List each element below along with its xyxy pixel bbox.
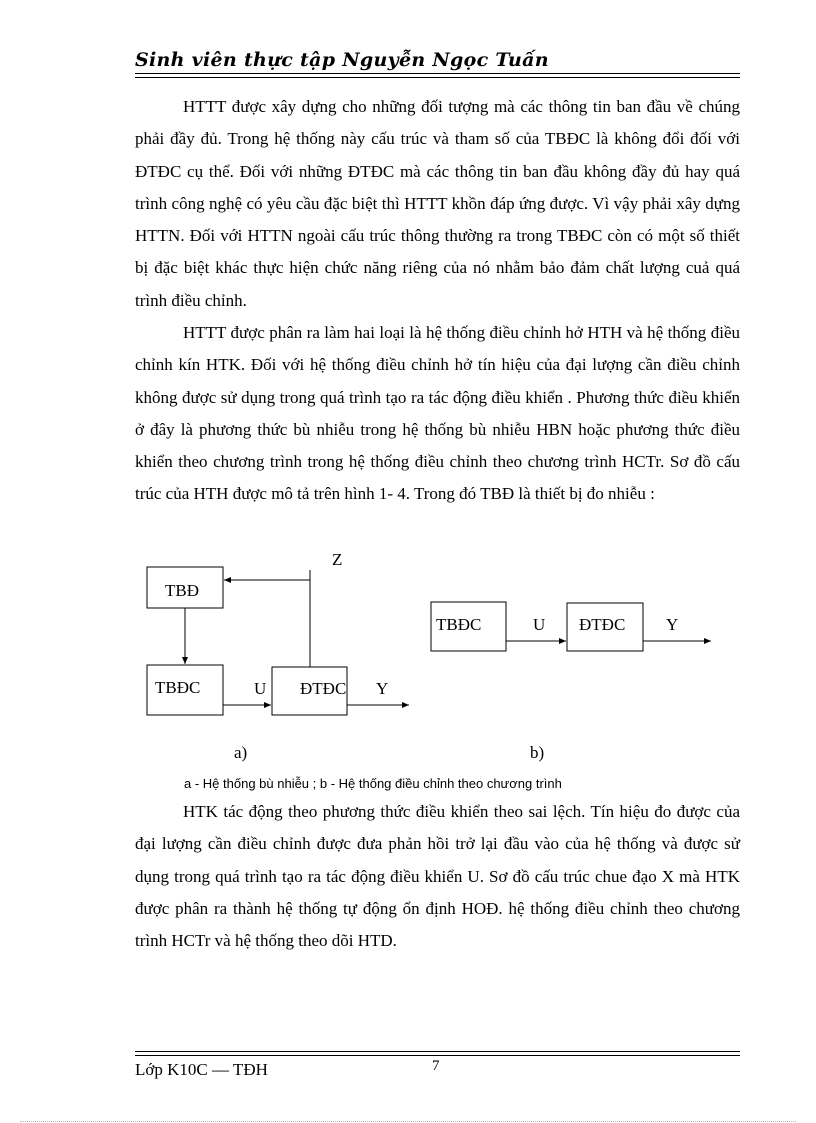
footer-class: Lớp K10C — TĐH <box>135 1060 268 1079</box>
dtdc-label-b: ĐTĐC <box>579 615 626 634</box>
z-label: Z <box>332 550 343 569</box>
paragraph-3: HTK tác động theo phương thức điều khiển theo sai lệch. Tín hiệu đo được của đại lượng cần điều chỉnh được đưa phản hồi trở lại đầu vào của hệ thống và được sử dụng trong quá trình tạo ra tác động điều khiển U. Sơ đồ cấu trúc chue đạo X mà HTK được phân ra thành hệ thống tự động ổn định HOĐ. hệ thống điều chỉnh theo chương trình HCTr và hệ thống theo dõi HTD. <box>135 802 740 951</box>
u-label-a: U <box>254 679 267 698</box>
diagram-b-label: b) <box>530 743 545 762</box>
y-label-b: Y <box>666 615 679 634</box>
page-edge-dotted-line <box>20 1121 796 1122</box>
block-diagram <box>0 540 816 780</box>
figure-caption: a - Hệ thống bù nhiễu ; b - Hệ thống điều chỉnh theo chương trình <box>184 776 562 791</box>
tbdc-label-b: TBĐC <box>436 615 482 634</box>
diagram-a <box>147 550 409 762</box>
page-number: 7 <box>432 1058 440 1074</box>
tbd-label: TBĐ <box>165 581 199 600</box>
paragraph-2: HTTT được phân ra làm hai loại là hệ thống điều chỉnh hở HTH và hệ thống điều chỉnh kín HTK. Đối với hệ thống điều chỉnh hở tín hiệu của đại lượng cần điều chỉnh không được sử dụng trong quá trình tạo ra tác động điều khiển . Phương thức điều khiển ở đây là phương thức bù nhiễu trong hệ thống bù nhiễu HBN hoặc phương thức điều khiển theo chương trình trong hệ thống điều chỉnh theo chương trình HCTr. Sơ đồ cấu trúc của HTH được mô tả trên hình 1- 4. Trong đó TBĐ là thiết bị đo nhiễu : <box>135 323 740 504</box>
u-label-b: U <box>533 615 546 634</box>
footer-rule-bottom <box>135 1055 740 1056</box>
header-rule-bottom <box>135 77 740 78</box>
dtdc-label-a: ĐTĐC <box>300 679 347 698</box>
tbdc-label-a: TBĐC <box>155 678 201 697</box>
diagram-a-label: a) <box>234 743 248 762</box>
header-rule-top <box>135 73 740 74</box>
footer-rule-top <box>135 1051 740 1052</box>
y-label-a: Y <box>376 679 389 698</box>
page-header: Sinh viên thực tập Nguyễn Ngọc Tuấn <box>135 49 549 71</box>
diagram-b <box>431 602 711 762</box>
paragraph-1: HTTT được xây dựng cho những đối tượng mà các thông tin ban đầu về chúng phải đầy đủ. Trong hệ thống này cấu trúc và tham số của TBĐC là không đổi đối với ĐTĐC cụ thể. Đối với những ĐTĐC mà các thông tin ban đầu không đầy đủ hay quá trình công nghệ có yêu cầu đặc biệt thì HTTT khồn đáp ứng được. Vì vậy phải xây dựng HTTN. Đối với HTTN ngoài cấu trúc thông thường ra trong TBĐC còn có một số thiết bị đặc biệt khác thực hiện chức năng riêng của nó nhằm bảo đảm chất lượng cuả quá trình điều chỉnh. <box>135 97 740 310</box>
